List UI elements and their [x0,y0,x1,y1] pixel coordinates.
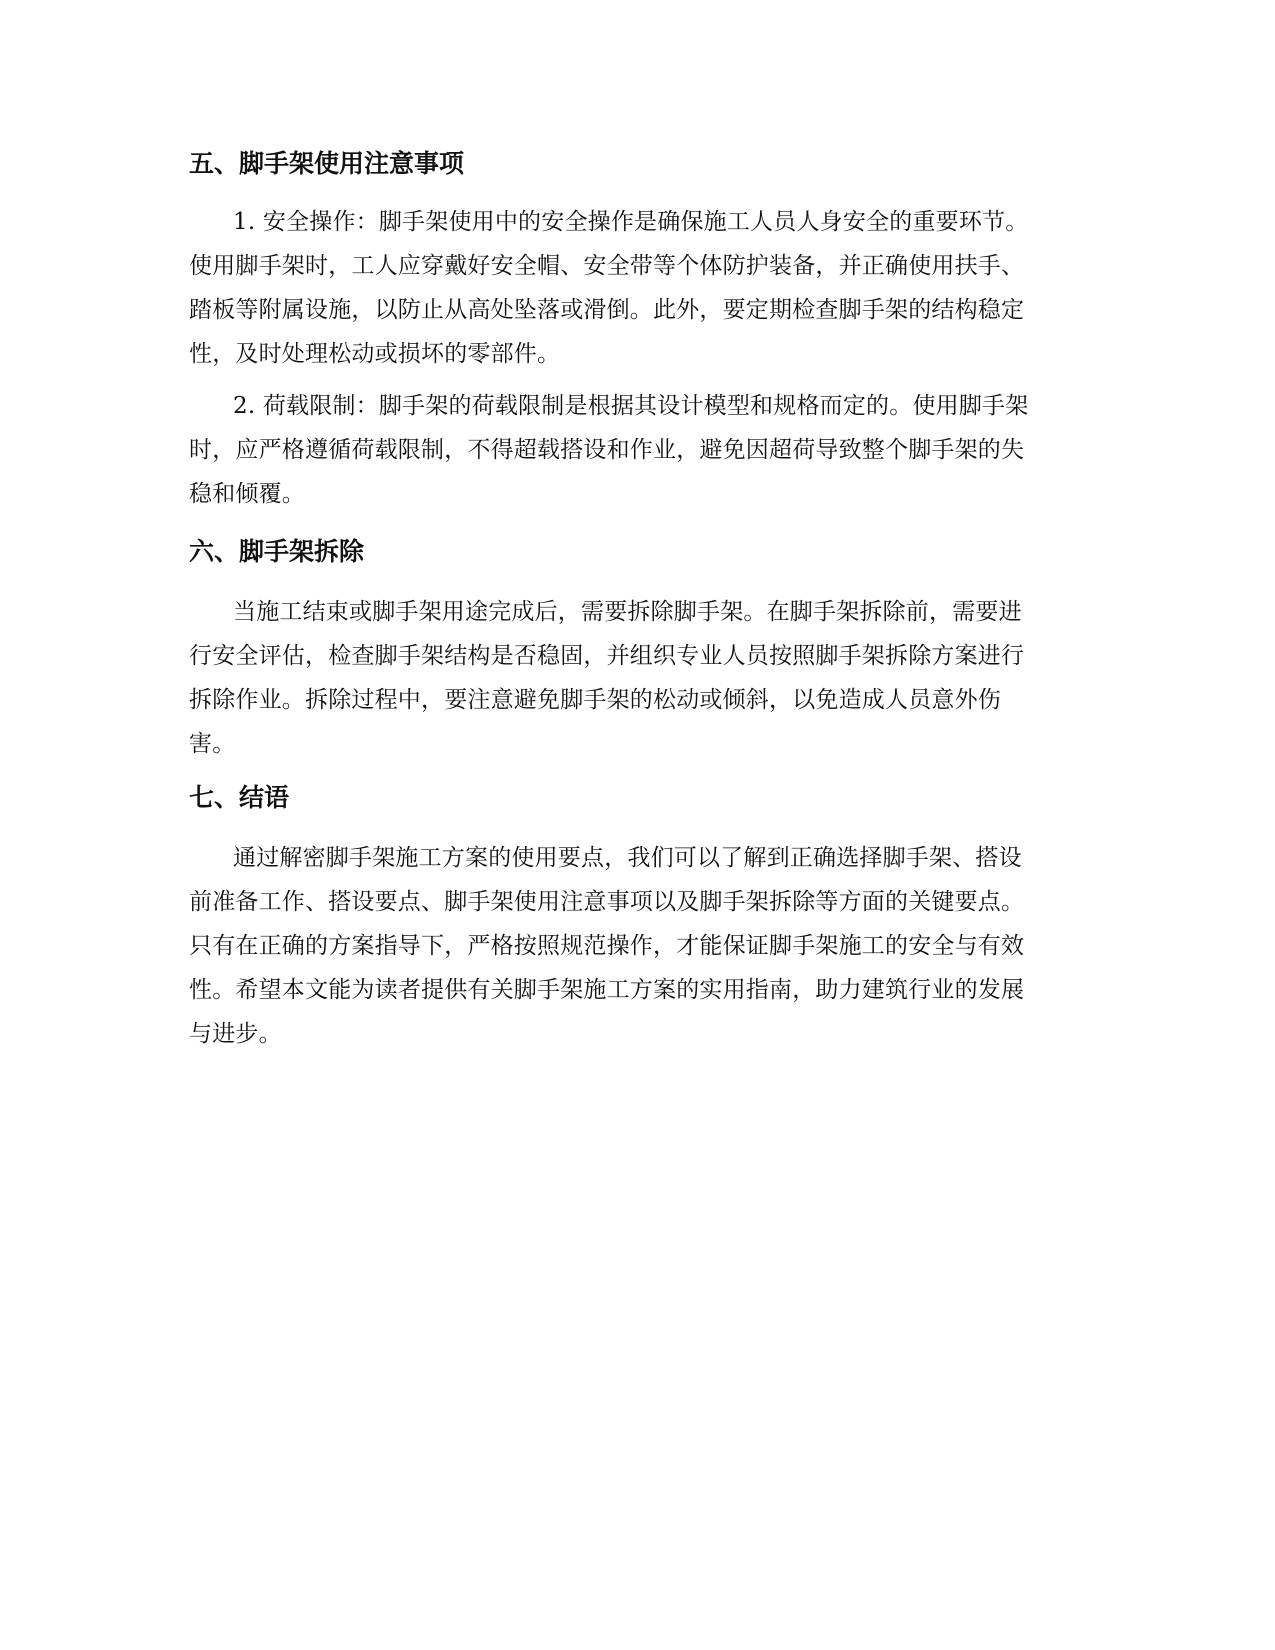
paragraph-line: 行安全评估，检查脚手架结构是否稳固，并组织专业人员按照脚手架拆除方案进行 [189,643,1025,669]
paragraph-line: 通过解密脚手架施工方案的使用要点，我们可以了解到正确选择脚手架、搭设 [233,845,1022,871]
paragraph-safety-operation [189,200,1089,376]
section-heading-6: 六、脚手架拆除 [189,537,365,566]
paragraph-line: 前准备工作、搭设要点、脚手架使用注意事项以及脚手架拆除等方面的关键要点。 [189,889,1025,915]
paragraph-line: 性，及时处理松动或损坏的零部件。 [189,341,561,367]
paragraph-line: 与进步。 [189,1021,282,1047]
paragraph-line: 时，应严格遵循荷载限制，不得超载搭设和作业，避免因超荷导致整个脚手架的失 [189,437,1025,463]
paragraph-line: 1. 安全操作：脚手架使用中的安全操作是确保施工人员人身安全的重要环节。 [233,209,1029,235]
paragraph-line: 当施工结束或脚手架用途完成后，需要拆除脚手架。在脚手架拆除前，需要进 [233,599,1022,625]
paragraph-dismantling [189,590,1089,766]
section-heading-5: 五、脚手架使用注意事项 [189,149,465,178]
paragraph-line: 只有在正确的方案指导下，严格按照规范操作，才能保证脚手架施工的安全与有效 [189,933,1025,959]
paragraph-line: 害。 [189,731,236,757]
paragraph-line: 踏板等附属设施，以防止从高处坠落或滑倒。此外，要定期检查脚手架的结构稳定 [189,297,1025,323]
paragraph-line: 拆除作业。拆除过程中，要注意避免脚手架的松动或倾斜，以免造成人员意外伤 [189,687,1001,713]
paragraph-line: 稳和倾覆。 [189,481,305,507]
paragraph-line: 使用脚手架时，工人应穿戴好安全帽、安全带等个体防护装备，并正确使用扶手、 [189,253,1025,279]
section-heading-7: 七、结语 [189,783,290,812]
paragraph-conclusion [189,836,1089,1056]
paragraph-load-limit [189,384,1089,516]
paragraph-line: 性。希望本文能为读者提供有关脚手架施工方案的实用指南，助力建筑行业的发展 [189,977,1025,1003]
paragraph-line: 2. 荷载限制：脚手架的荷载限制是根据其设计模型和规格而定的。使用脚手架 [233,393,1029,419]
